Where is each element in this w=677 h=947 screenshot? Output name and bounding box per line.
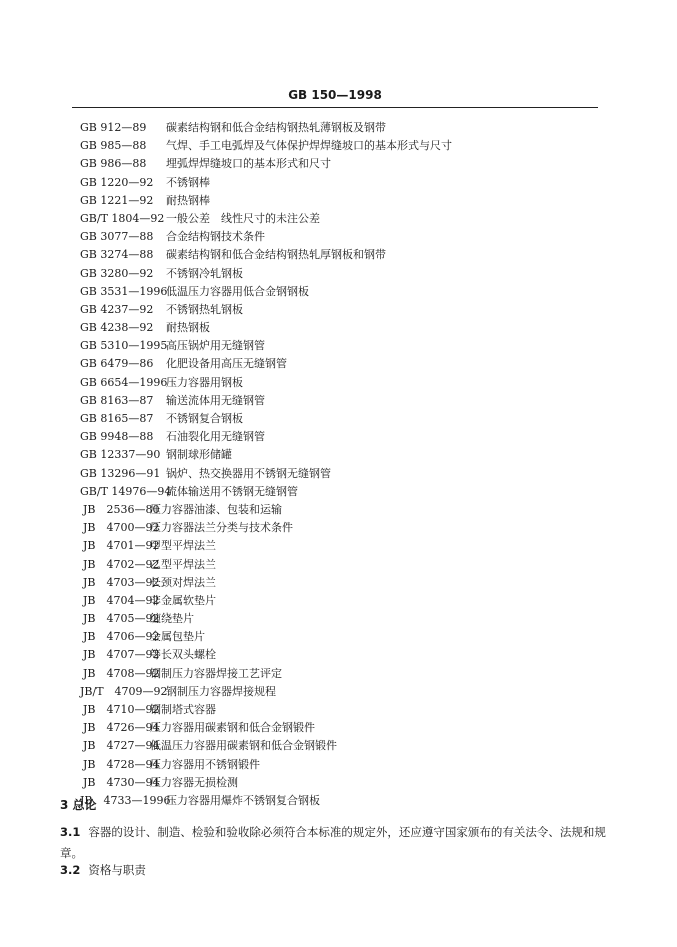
standard-title: 长颈对焊法兰	[150, 575, 216, 589]
standard-code: JB 4733—1996	[80, 793, 171, 807]
standard-title: 乙型平焊法兰	[150, 557, 216, 571]
standard-code: JB 4705—92	[83, 612, 160, 626]
standard-title: 流体输送用不锈钢无缝钢管	[166, 484, 298, 498]
standard-title: 钢制压力容器焊接工艺评定	[150, 666, 282, 680]
list-item	[80, 392, 452, 410]
list-item	[80, 556, 452, 574]
list-item	[80, 737, 452, 755]
standard-title: 低温压力容器用低合金钢钢板	[166, 284, 309, 298]
standard-code: JB 4728—94	[83, 757, 160, 771]
clause-number: 3.1	[60, 825, 81, 839]
standard-title: 低温压力容器用碳素钢和低合金钢锻件	[150, 739, 337, 753]
standard-title: 缠绕垫片	[150, 612, 194, 626]
standard-title: 不锈钢冷轧钢板	[166, 266, 243, 280]
standard-title: 压力容器用钢板	[166, 375, 243, 389]
standard-title: 钢制塔式容器	[150, 703, 216, 716]
standard-code: GB 5310—1995	[80, 339, 168, 353]
standard-code: JB 4704—92	[83, 593, 160, 607]
standard-code: JB 4701—92	[83, 539, 160, 553]
standard-code: GB 1221—92	[80, 193, 154, 207]
standards-list	[80, 119, 452, 810]
standard-title: 化肥设备用高压无缝钢管	[166, 357, 287, 371]
list-item	[80, 683, 452, 701]
standard-title: 钢制压力容器焊接规程	[166, 684, 276, 698]
standard-code: JB 4703—92	[83, 575, 160, 589]
standard-code: JB 4726—94	[83, 721, 160, 735]
standard-code: GB 8163—87	[80, 393, 154, 407]
list-item	[80, 410, 452, 428]
standard-code: JB 4730—94	[83, 775, 160, 789]
standard-code: GB 3280—92	[80, 266, 154, 280]
list-item	[80, 519, 452, 537]
list-item	[80, 337, 452, 355]
standard-code: JB 4707—92	[83, 648, 160, 662]
list-item	[80, 501, 452, 519]
page-header: GB 150—1998	[288, 88, 382, 102]
standard-code: JB 4702—92	[83, 557, 160, 571]
standard-title: 锅炉、热交换器用不锈钢无缝钢管	[166, 466, 331, 480]
list-item	[80, 210, 452, 228]
list-item	[80, 792, 452, 810]
standard-title: 输送流体用无缝钢管	[166, 393, 265, 407]
standard-title: 甲型平焊法兰	[150, 539, 216, 553]
standard-code: GB 3274—88	[80, 248, 154, 262]
standard-code: GB 8165—87	[80, 412, 154, 425]
list-item	[80, 319, 452, 337]
standard-code: GB 986—88	[80, 157, 147, 171]
standard-title: 耐热钢棒	[166, 193, 210, 207]
standard-code: GB 985—88	[80, 139, 147, 153]
standard-title: 钢制球形储罐	[166, 448, 232, 462]
list-item	[80, 756, 452, 774]
standard-title: 高压锅炉用无缝钢管	[166, 339, 265, 353]
list-item	[80, 574, 452, 592]
list-item	[80, 428, 452, 446]
list-item	[80, 465, 452, 483]
list-item	[80, 228, 452, 246]
list-item	[80, 646, 452, 664]
standard-title: 压力容器用不锈钢锻件	[150, 757, 260, 771]
standard-code: GB 9948—88	[80, 430, 154, 444]
list-item	[80, 174, 452, 192]
standard-title: 压力容器油漆、包装和运输	[150, 502, 282, 516]
clause-text: 资格与职责	[88, 863, 146, 877]
list-item	[80, 537, 452, 555]
list-item	[80, 283, 452, 301]
standard-title: 合金结构钢技术条件	[166, 230, 265, 244]
standard-title: 埋弧焊焊缝坡口的基本形式和尺寸	[166, 157, 331, 171]
standard-title: 耐热钢板	[166, 321, 210, 335]
standard-title: 金属包垫片	[150, 630, 205, 644]
list-item	[80, 265, 452, 283]
list-item	[80, 137, 452, 155]
standard-code: GB 912—89	[80, 121, 147, 134]
standard-title: 石油裂化用无缝钢管	[166, 430, 265, 444]
standard-code: GB 3077—88	[80, 230, 154, 244]
list-item	[80, 610, 452, 628]
clause-3-1	[60, 822, 620, 864]
list-item	[80, 774, 452, 792]
list-item	[80, 246, 452, 264]
standard-title: 非金属软垫片	[150, 593, 216, 607]
standard-title: 不锈钢热轧钢板	[166, 302, 243, 316]
list-item	[80, 592, 452, 610]
list-item	[80, 155, 452, 173]
standard-code: JB 4706—92	[83, 630, 160, 644]
list-item	[80, 355, 452, 373]
standard-code: JB 4727—94	[83, 739, 160, 753]
section-heading: 3 总论	[60, 798, 97, 812]
standard-code: JB 2536—80	[83, 502, 160, 516]
list-item	[80, 119, 452, 137]
clause-3-2	[60, 862, 146, 878]
standard-code: GB 4238—92	[80, 321, 154, 335]
standard-code: GB 4237—92	[80, 302, 154, 316]
standard-code: JB/T 4709—92	[80, 684, 168, 698]
clause-text: 容器的设计、制造、检验和验收除必须符合本标准的规定外，还应遵守国家颁布的有关法令、法规和规章。	[60, 825, 606, 860]
list-item	[80, 301, 452, 319]
header-rule	[72, 107, 598, 108]
standard-title: 碳素结构钢和低合金结构钢热轧薄钢板及钢带	[166, 121, 386, 134]
standard-code: GB/T 14976—94	[80, 484, 172, 498]
standard-title: 不锈钢复合钢板	[166, 412, 243, 425]
standard-code: GB 1220—92	[80, 175, 154, 189]
standard-code: GB 12337—90	[80, 448, 161, 462]
standard-title: 碳素结构钢和低合金结构钢热轧厚钢板和钢带	[166, 248, 386, 262]
list-item	[80, 446, 452, 464]
list-item	[80, 374, 452, 392]
standard-title: 不锈钢棒	[166, 175, 210, 189]
list-item	[80, 192, 452, 210]
standard-title: 一般公差 线性尺寸的未注公差	[166, 211, 320, 225]
standard-title: 压力容器用爆炸不锈钢复合钢板	[166, 793, 320, 807]
standard-title: 压力容器法兰分类与技术条件	[150, 521, 293, 535]
standard-title: 等长双头螺栓	[150, 648, 216, 662]
standard-code: JB 4708—92	[83, 666, 160, 680]
list-item	[80, 628, 452, 646]
standard-code: JB 4710—92	[83, 703, 160, 716]
standard-code: JB 4700—92	[83, 521, 160, 535]
standard-code: GB 6479—86	[80, 357, 154, 371]
list-item	[80, 719, 452, 737]
standard-title: 气焊、手工电弧焊及气体保护焊焊缝坡口的基本形式与尺寸	[166, 139, 452, 153]
list-item	[80, 665, 452, 683]
list-item	[80, 483, 452, 501]
standard-title: 压力容器用碳素钢和低合金钢锻件	[150, 721, 315, 735]
standard-code: GB/T 1804—92	[80, 211, 165, 225]
standard-code: GB 6654—1996	[80, 375, 168, 389]
list-item	[80, 701, 452, 719]
clause-number: 3.2	[60, 863, 81, 877]
standard-title: 压力容器无损检测	[150, 775, 238, 789]
standard-code: GB 3531—1996	[80, 284, 168, 298]
standard-code: GB 13296—91	[80, 466, 161, 480]
